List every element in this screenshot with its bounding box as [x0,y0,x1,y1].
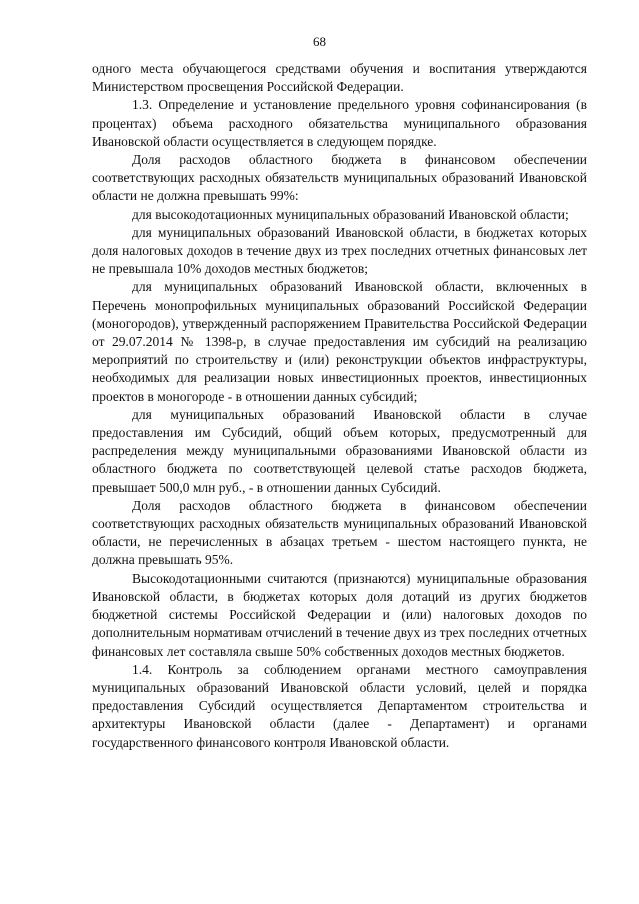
paragraph-500-million: для муниципальных образований Ивановской области в случае предоставления им Субсидий, общий объем которых, предусмотренный для распределения между муниципальными образованиями Ивановской области из областного бюджета по соответствующей целевой статье расходов бюджета, превышает 500,0 млн руб., - в отношении данных Субсидий. [92,406,587,495]
paragraph-tax-share: для муниципальных образований Ивановской области, в бюджетах которых доля налоговых доходов в течение двух из трех последних отчетных финансовых лет не превышала 10% доходов местных бюджетов; [92,224,587,277]
paragraph-1-3: 1.3. Определение и установление предельного уровня софинансирования (в процентах) объема расходного обязательства муниципального образования Ивановской области осуществляется в следующем порядке. [92,97,587,149]
paragraph-continuation: одного места обучающегося средствами обучения и воспитания утверждаются Министерством просвещения Российской Федерации. [92,61,587,95]
paragraph-1-4: 1.4. Контроль за соблюдением органами местного самоуправления муниципальных образований Ивановской области условий, целей и порядка предоставления Субсидий осуществляется Департаментом строительства и архитектуры Ивановской области (далее - Департамент) и органами государственного финансового контроля Ивановской области. [92,661,587,750]
paragraph-monotowns: для муниципальных образований Ивановской области, включенных в Перечень монопрофильных муниципальных образований Российской Федерации (моногородов), утвержденный распоряжением Правительства Российской Федерации от 29.07.2014 № 1398-р, в случае предоставления им субсидий на реализацию мероприятий по строительству и (или) реконструкции объектов инфраструктуры, необходимых для реализации новых инвестиционных проектов, инвестиционных проектов в моногороде - в отношении данных субсидий; [92,279,587,404]
paragraph-share-95: Доля расходов областного бюджета в финансовом обеспечении соответствующих расходных обязательств муниципальных образований Ивановской области, не перечисленных в абзацах третьем - шестом настоящего пункта, не должна превышать 95%. [92,497,587,568]
paragraph-high-subsidy: для высокодотационных муниципальных образований Ивановской области; [132,206,569,222]
paragraph-definition: Высокодотационными считаются (признаются) муниципальные образования Ивановской области, в бюджетах которых доля дотаций из других бюджетов бюджетной системы Российской Федерации и (или) налоговых доходов по дополнительным нормативам отчислений в течение двух из трех последних отчетных финансовых лет составляла свыше 50% собственных доходов местных бюджетов. [92,570,587,659]
page-number: 68 [313,34,326,49]
body-text [92,60,587,752]
paragraph-share-99: Доля расходов областного бюджета в финансовом обеспечении соответствующих расходных обязательств муниципальных образований Ивановской области не должна превышать 99%: [92,152,587,204]
